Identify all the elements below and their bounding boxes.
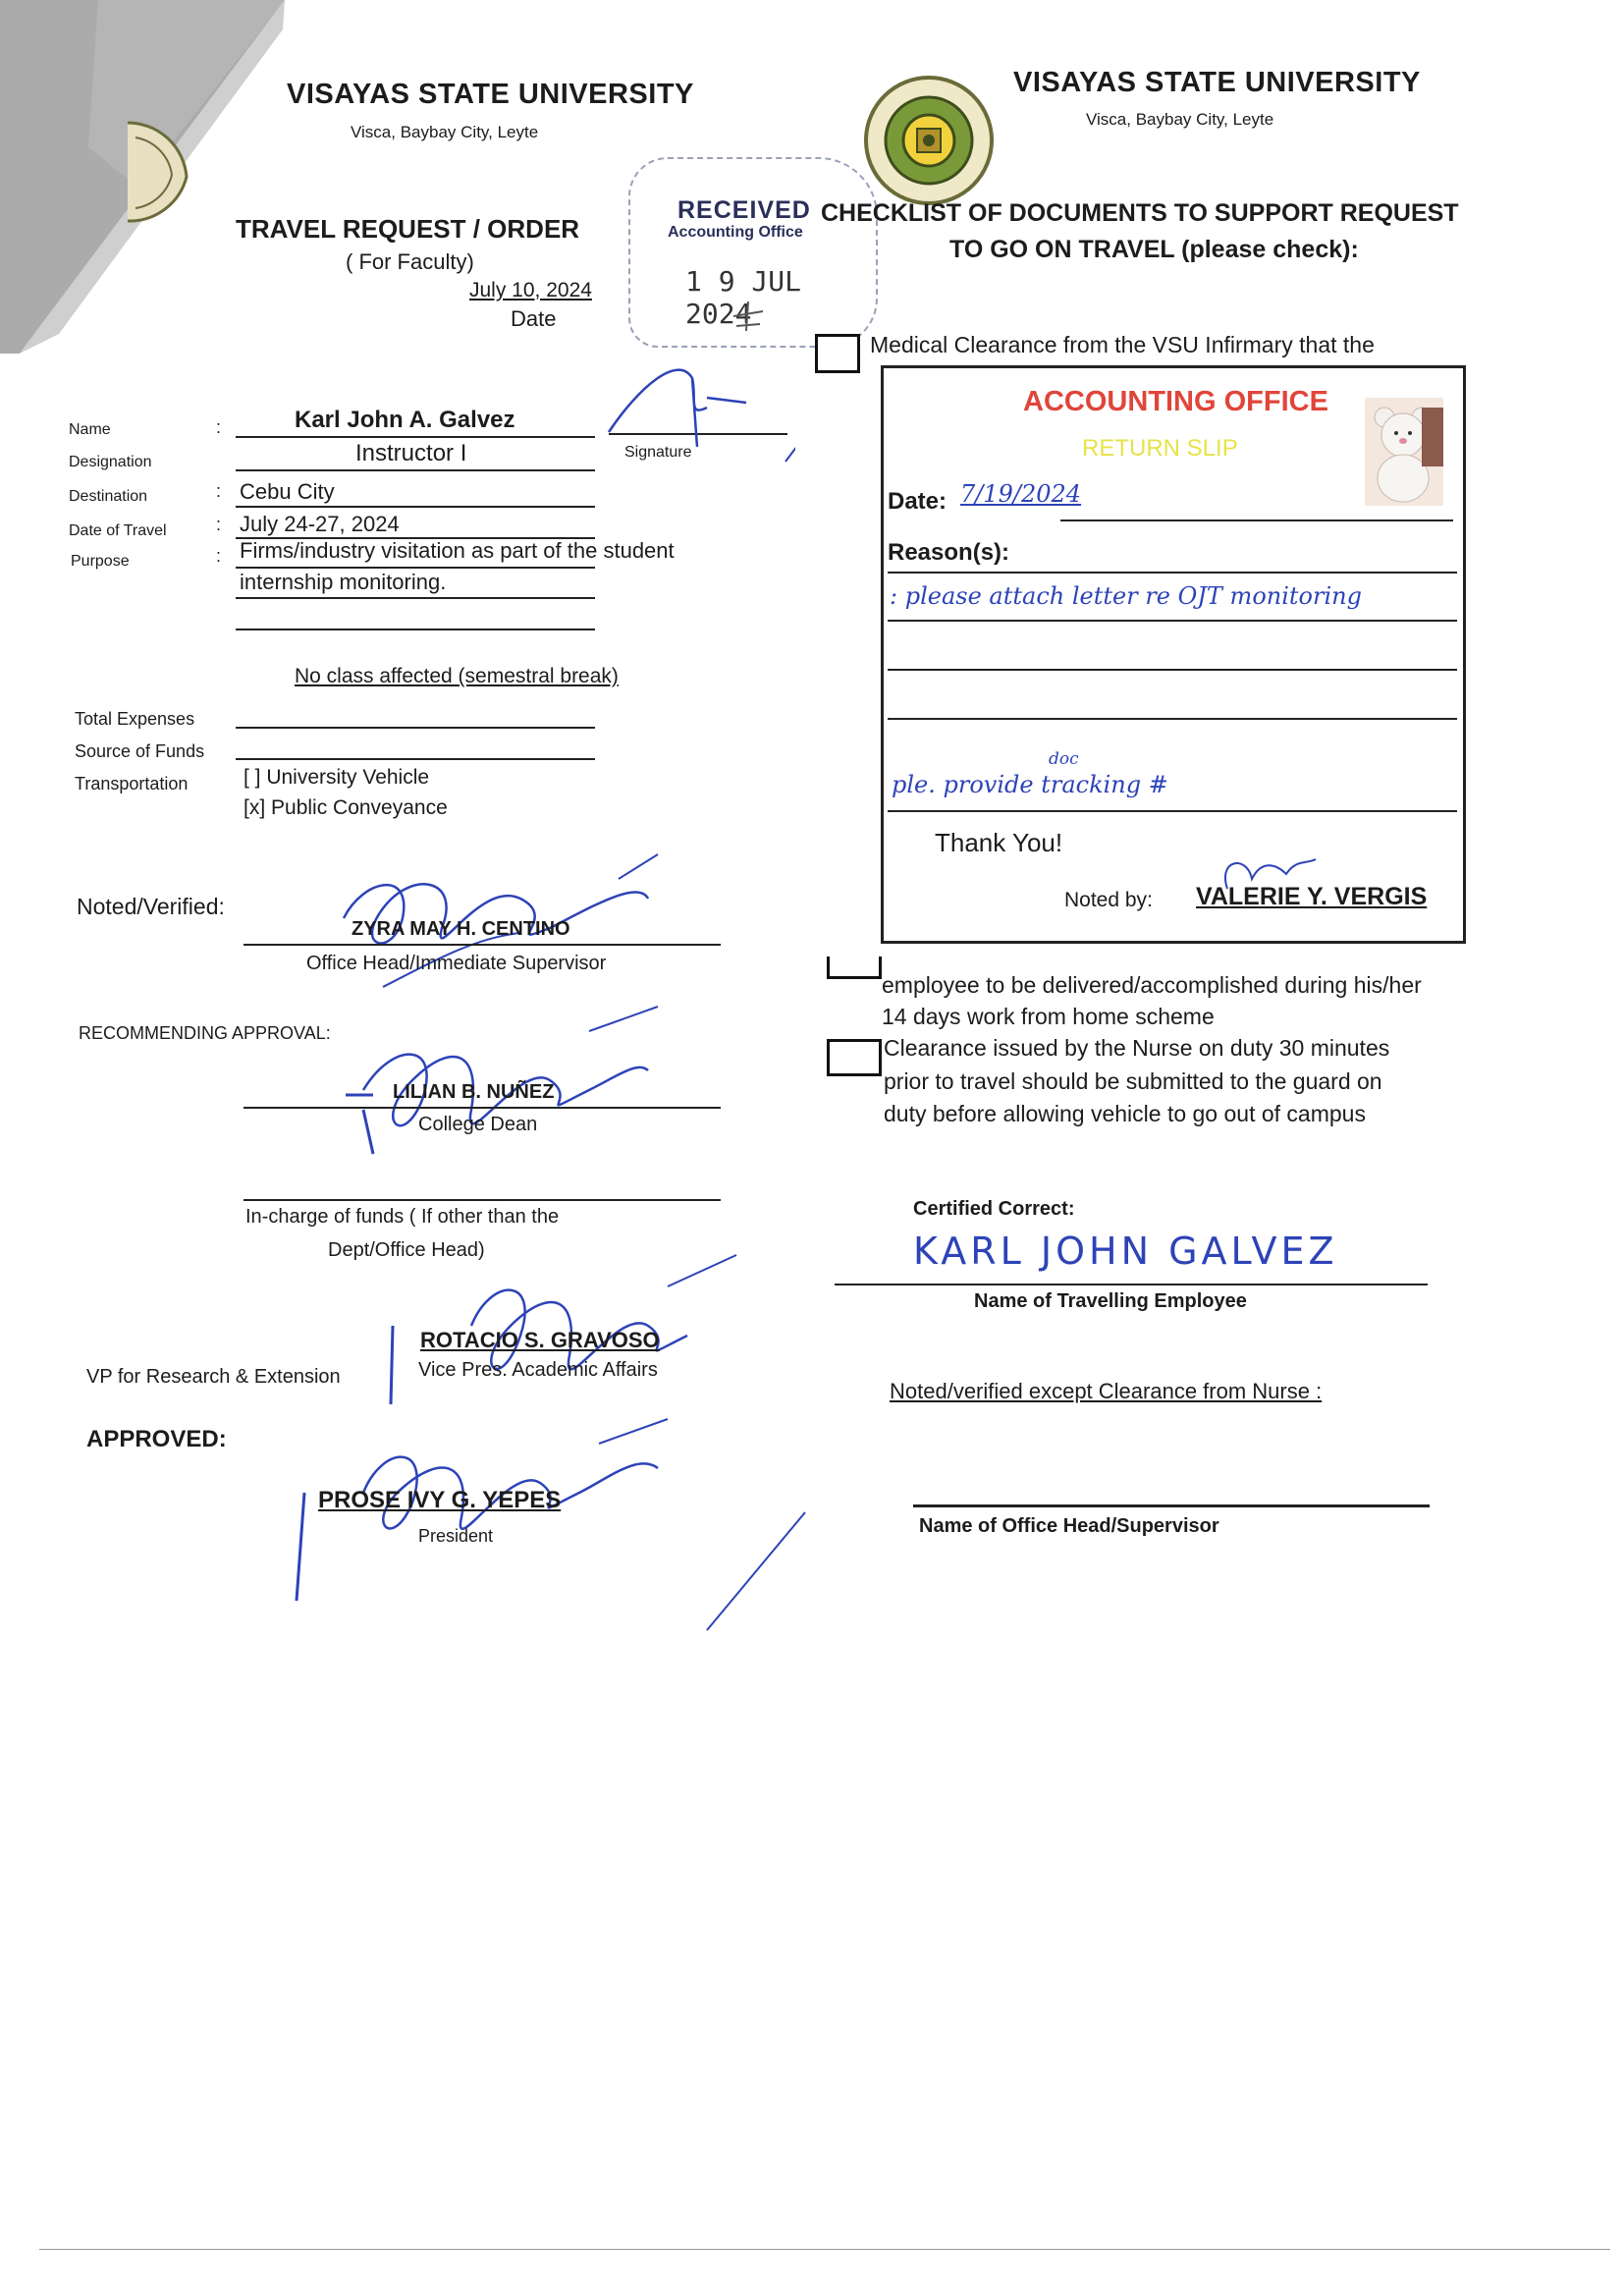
return-slip-date-value: 7/19/2024	[960, 480, 1082, 508]
office-head-label: Name of Office Head/Supervisor	[919, 1515, 1219, 1537]
supervisor-underline	[244, 944, 721, 946]
funds-underline	[244, 1199, 721, 1201]
name-label: Name	[69, 421, 111, 438]
university-seal-partial	[118, 118, 206, 226]
designation-value: Instructor I	[355, 440, 467, 466]
reason-line-2	[888, 620, 1457, 622]
return-slip-title: RETURN SLIP	[1082, 435, 1238, 462]
field-colon: :	[216, 481, 222, 501]
field-colon: :	[216, 417, 222, 437]
certified-correct-label: Certified Correct:	[913, 1198, 1075, 1220]
checklist-item-3-line1: Clearance issued by the Nurse on duty 30 minutes	[884, 1035, 1390, 1061]
destination-label: Destination	[69, 488, 148, 505]
traveller-handwritten-name: KARL JOHN GALVEZ	[913, 1230, 1338, 1273]
return-slip-reason-1: : please attach letter re OJT monitoring	[890, 582, 1362, 610]
left-university-name: VISAYAS STATE UNIVERSITY	[287, 79, 694, 110]
purpose-underline-3	[236, 629, 595, 630]
vp-name: ROTACIO S. GRAVOSO	[420, 1328, 660, 1352]
checklist-item-2-line2: 14 days work from home scheme	[882, 1004, 1215, 1029]
return-slip-reason-2-insert: doc	[1049, 749, 1079, 769]
purpose-underline-2	[236, 597, 595, 599]
return-slip-thanks: Thank You!	[935, 828, 1063, 857]
reason-line-1	[888, 572, 1457, 574]
form-date-value: July 10, 2024	[469, 279, 592, 301]
return-slip-noted-by-name: VALERIE Y. VERGIS	[1196, 883, 1428, 910]
traveller-label: Name of Travelling Employee	[974, 1290, 1247, 1312]
dean-name: LILIAN B. NUÑEZ	[393, 1081, 555, 1103]
received-stamp	[628, 157, 878, 348]
checklist-item-2-line1: employee to be delivered/accomplished during his/her	[882, 972, 1422, 998]
right-university-name: VISAYAS STATE UNIVERSITY	[1013, 67, 1421, 98]
form-date-label: Date	[511, 306, 557, 331]
stamp-office: Accounting Office	[668, 224, 803, 241]
reason-line-3	[888, 669, 1457, 671]
checklist-checkbox-1[interactable]	[815, 334, 860, 373]
field-colon: :	[216, 546, 222, 566]
dean-underline	[244, 1107, 721, 1109]
transport-option-university-vehicle[interactable]: [ ] University Vehicle	[244, 766, 430, 789]
teddy-bear-icon	[1365, 398, 1443, 506]
source-of-funds-label: Source of Funds	[75, 741, 205, 761]
funds-label-line1: In-charge of funds ( If other than the	[245, 1206, 560, 1228]
name-value: Karl John A. Galvez	[295, 407, 515, 433]
return-slip-office: ACCOUNTING OFFICE	[1023, 386, 1328, 417]
checklist-checkbox-2[interactable]	[827, 957, 882, 979]
scan-edge-line	[39, 2249, 1610, 2250]
return-slip	[881, 365, 1466, 944]
noted-except-nurse-label: Noted/verified except Clearance from Nurse :	[890, 1379, 1323, 1403]
checklist-item-3-line3: duty before allowing vehicle to go out of campus	[884, 1101, 1366, 1126]
checklist-checkbox-3[interactable]	[827, 1039, 882, 1076]
form-title: TRAVEL REQUEST / ORDER	[236, 214, 580, 244]
designation-underline	[236, 469, 595, 471]
checklist-title-line2: TO GO ON TRAVEL (please check):	[949, 236, 1359, 263]
traveller-underline	[835, 1284, 1428, 1285]
destination-underline	[236, 506, 595, 508]
president-name: PROSE IVY G. YEPES	[318, 1487, 562, 1513]
supervisor-role: Office Head/Immediate Supervisor	[306, 953, 607, 974]
right-university-address: Visca, Baybay City, Leyte	[1086, 110, 1274, 129]
return-slip-reason-label: Reason(s):	[888, 539, 1010, 566]
recommending-approval-label: RECOMMENDING APPROVAL:	[79, 1023, 331, 1043]
vp-research-extension-label: VP for Research & Extension	[86, 1366, 341, 1388]
supervisor-name: ZYRA MAY H. CENTINO	[352, 918, 570, 940]
checklist-item-3-line2: prior to travel should be submitted to the guard on	[884, 1068, 1382, 1094]
purpose-underline-1	[236, 567, 595, 569]
reason-line-4	[888, 718, 1457, 720]
no-class-note: No class affected (semestral break)	[295, 665, 619, 687]
president-signature	[285, 1414, 835, 1640]
date-of-travel-label: Date of Travel	[69, 522, 167, 539]
stamp-date: 1 9 JUL 2024	[685, 265, 802, 330]
purpose-label: Purpose	[71, 553, 130, 570]
office-head-underline	[913, 1504, 1430, 1507]
return-slip-date-label: Date:	[888, 488, 947, 515]
checklist-title-line1: CHECKLIST OF DOCUMENTS TO SUPPORT REQUEST	[821, 199, 1459, 227]
purpose-line-1: Firms/industry visitation as part of the student	[240, 538, 675, 563]
field-colon: :	[216, 515, 222, 534]
return-slip-reason-2: ple. provide tracking #	[892, 771, 1168, 798]
designation-label: Designation	[69, 454, 152, 470]
transport-option-public-conveyance[interactable]: [x] Public Conveyance	[244, 796, 448, 819]
purpose-line-2: internship monitoring.	[240, 570, 447, 594]
noted-verified-label: Noted/Verified:	[77, 894, 225, 919]
date-underline	[1060, 519, 1453, 521]
signature-label: Signature	[624, 444, 692, 461]
university-seal	[862, 74, 996, 207]
reason-line-5	[888, 810, 1457, 812]
stamp-initial-mark	[729, 297, 768, 336]
destination-value: Cebu City	[240, 479, 335, 504]
vp-role: Vice Pres. Academic Affairs	[418, 1359, 658, 1381]
left-university-address: Visca, Baybay City, Leyte	[351, 123, 539, 141]
total-expenses-underline	[236, 727, 595, 729]
form-subtitle: ( For Faculty)	[346, 249, 474, 274]
dean-role: College Dean	[418, 1114, 538, 1135]
stamp-title: RECEIVED	[677, 196, 811, 224]
checklist-item-1: Medical Clearance from the VSU Infirmary that the	[870, 332, 1375, 357]
return-slip-noted-by-label: Noted by:	[1064, 889, 1153, 911]
source-of-funds-underline	[236, 758, 595, 760]
transportation-label: Transportation	[75, 774, 189, 793]
funds-label-line2: Dept/Office Head)	[328, 1239, 485, 1261]
date-of-travel-value: July 24-27, 2024	[240, 512, 400, 536]
name-underline	[236, 436, 595, 438]
total-expenses-label: Total Expenses	[75, 709, 195, 729]
president-role: President	[418, 1526, 494, 1546]
approved-label: APPROVED:	[86, 1426, 227, 1452]
